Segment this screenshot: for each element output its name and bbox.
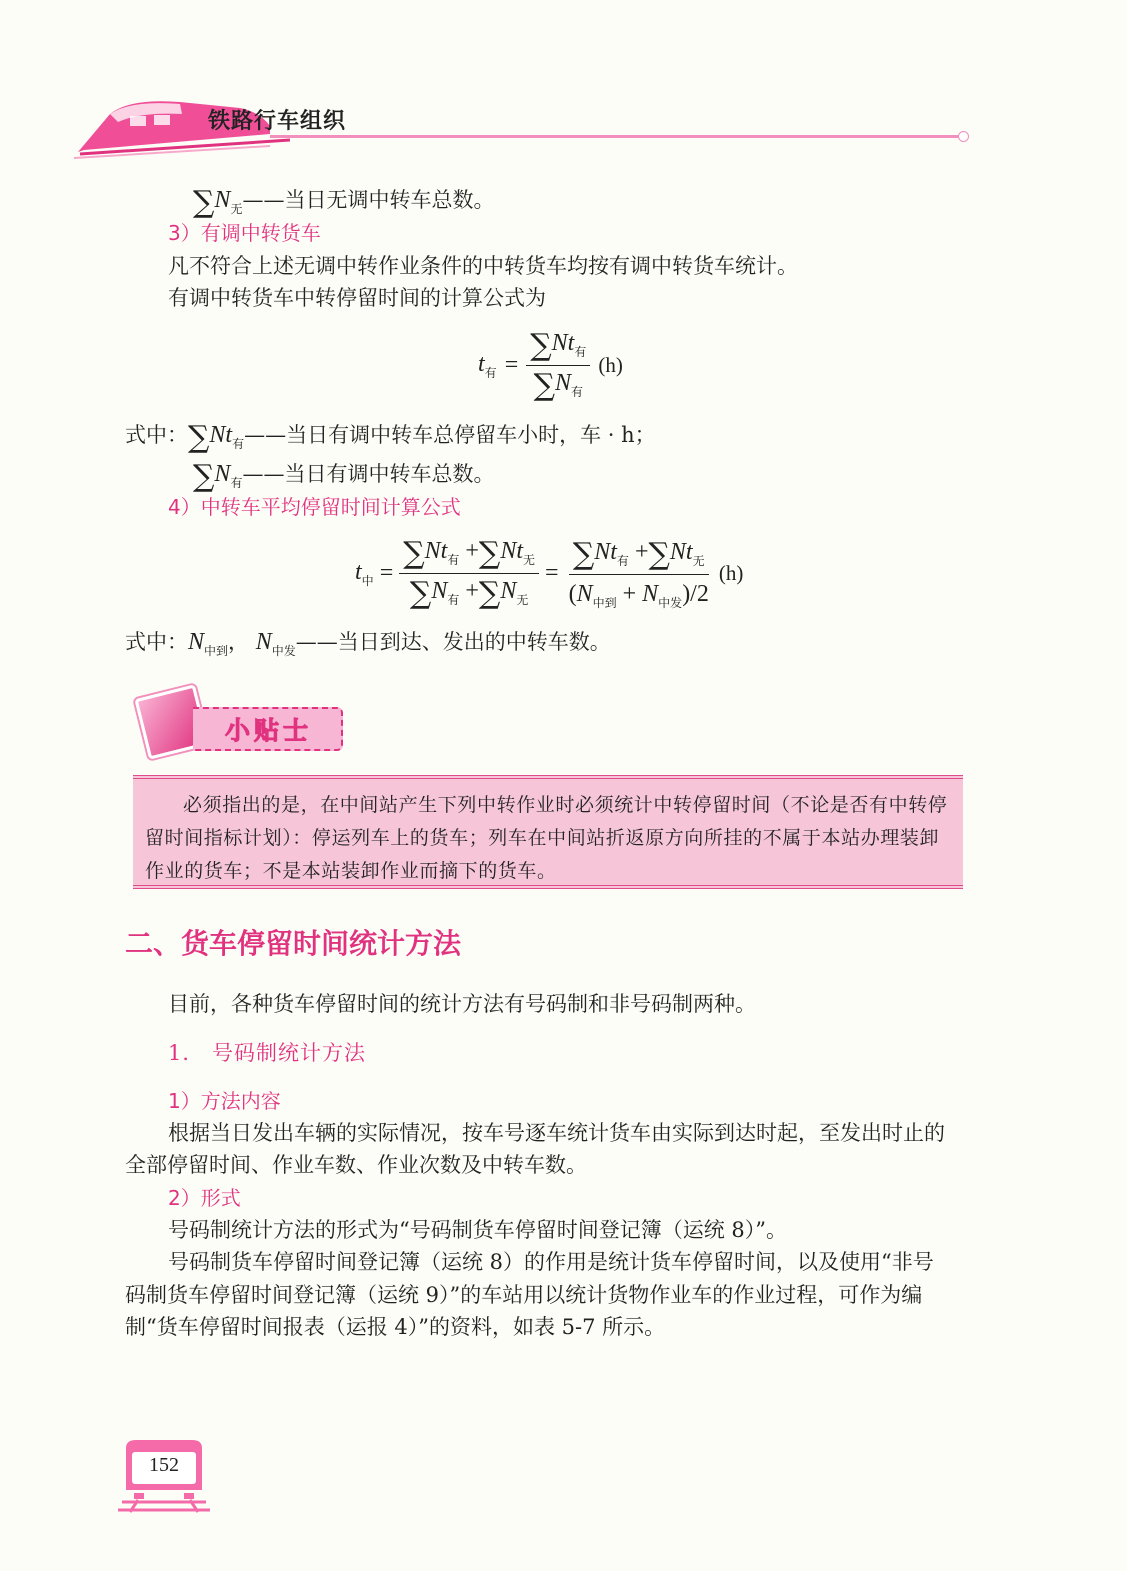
heading-method-content: 1）方法内容 — [168, 1089, 281, 1113]
paragraph-use-2: 码制货车停留时间登记簿（运统 9）”的车站用以统计货物作业车的作业过程，可作为编 — [125, 1283, 923, 1307]
section-heading: 二、货车停留时间统计方法 — [125, 927, 462, 960]
paragraph-use-1: 号码制货车停留时间登记簿（运统 8）的作用是统计货车停留时间，以及使用“非号 — [168, 1250, 934, 1274]
heading-form: 2）形式 — [168, 1186, 241, 1210]
heading-average: 4）中转车平均停留时间计算公式 — [168, 495, 461, 519]
definition-n-you: $\sum N_有——$当日有调中转车总数。 — [193, 459, 495, 494]
tip-box — [133, 775, 963, 889]
book-title: 铁路行车组织 — [208, 109, 347, 134]
paragraph-1: 凡不符合上述无调中转作业条件的中转货车均按有调中转货车统计。 — [168, 254, 798, 278]
definition-n-zhong: 式中：$N_{中到}$， $N_{中发}——$当日到达、发出的中转车数。 — [125, 629, 611, 658]
subsection-heading: 1． 号码制统计方法 — [168, 1041, 367, 1065]
page-number: 152 — [149, 1454, 179, 1476]
formula-t-you: $t_有$ = $\frac{\sum Nt_有}{\sum N_有}$ (h) — [478, 328, 623, 403]
paragraph-form: 号码制统计方法的形式为“号码制货车停留时间登记簿（运统 8）”。 — [168, 1218, 788, 1242]
paragraph-2: 有调中转货车中转停留时间的计算公式为 — [168, 286, 546, 310]
page-header — [70, 92, 975, 162]
page-number-badge — [118, 1438, 210, 1514]
header-rule-dot-icon — [958, 131, 969, 142]
paragraph-use-3: 制“货车停留时间报表（运报 4）”的资料，如表 5-7 所示。 — [125, 1315, 666, 1339]
formula-t-zhong: $t_中$ = $\frac{\sum Nt_有 +\sum Nt_无}{\sum N_有 +\sum N_无}$ = $\frac{\sum Nt_有 +\sum Nt_无}{(N_{中到} + N_{中发})/2}$ (h) — [355, 536, 744, 611]
definition-nt-you: 式中：$\sum Nt_有——$当日有调中转车总停留车小时，车 · h； — [125, 420, 656, 455]
header-rule — [270, 135, 960, 138]
paragraph-content-2: 全部停留时间、作业车数、作业次数及中转车数。 — [125, 1153, 587, 1177]
tip-label-badge — [135, 683, 345, 755]
tip-text: 必须指出的是，在中间站产生下列中转作业时必须统计中转停留时间（不论是否有中转停留时间指标计划）：停运列车上的货车；列车在中间站折返原方向所挂的不属于本站办理装卸作业的货车；不是本站装卸作业而摘下的货车。 — [145, 794, 948, 882]
heading-you-diao: 3）有调中转货车 — [168, 221, 321, 245]
tip-label: 小贴士 — [225, 716, 313, 745]
section-intro: 目前，各种货车停留时间的统计方法有号码制和非号码制两种。 — [168, 992, 756, 1016]
paragraph-content-1: 根据当日发出车辆的实际情况，按车号逐车统计货车由实际到达时起，至发出时止的 — [168, 1121, 945, 1145]
definition-n-wu: $\sum N_无——$当日无调中转车总数。 — [193, 185, 495, 220]
